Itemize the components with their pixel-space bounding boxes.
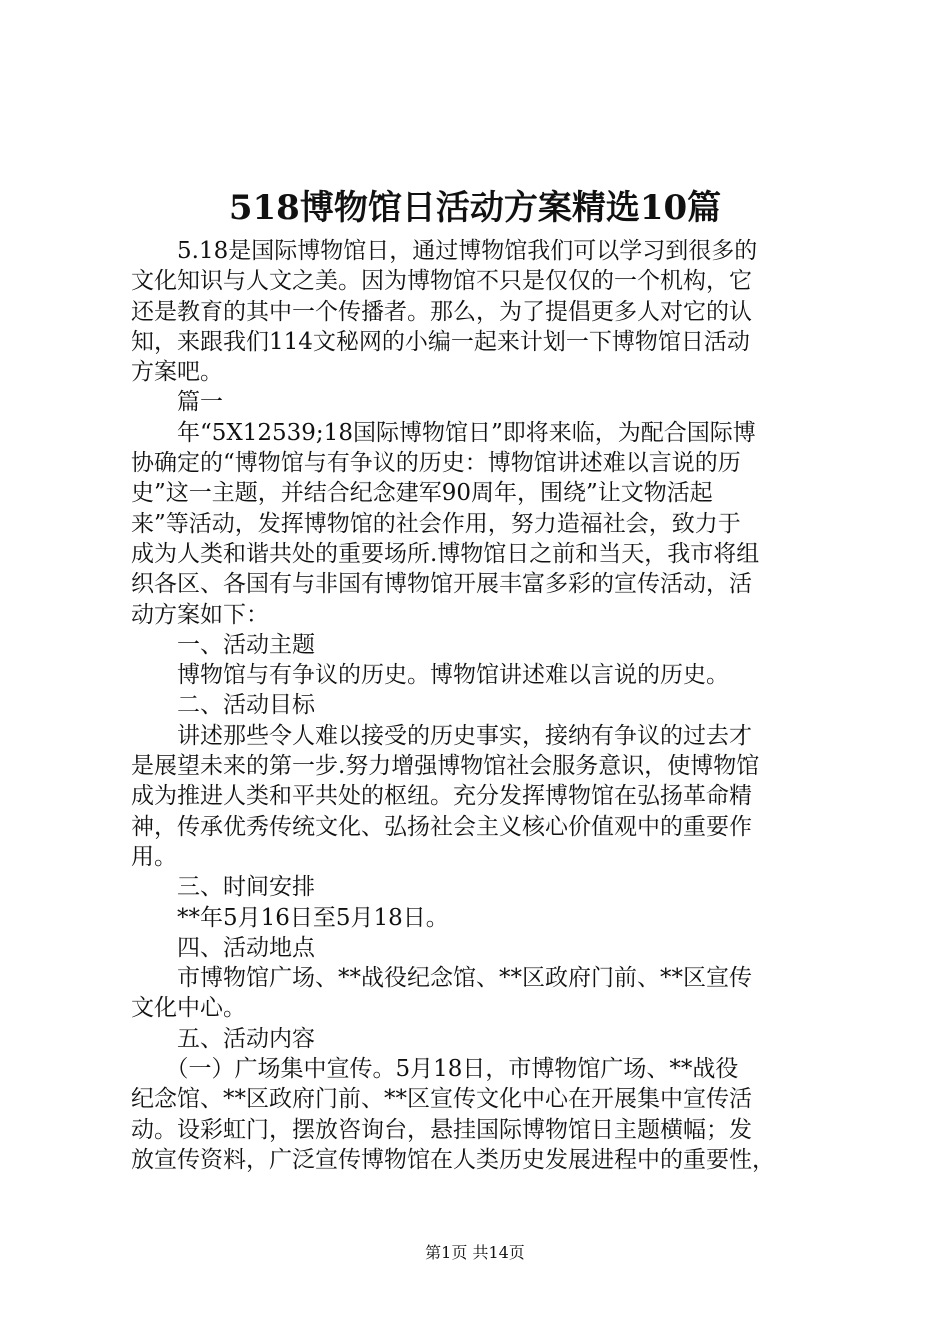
body-line: 博物馆与有争议的历史。博物馆讲述难以言说的历史。	[131, 662, 729, 689]
body-line: 文化知识与人文之美。因为博物馆不只是仅仅的一个机构，它	[131, 268, 752, 295]
body-line: 动。设彩虹门，摆放咨询台，悬挂国际博物馆日主题横幅；发	[131, 1116, 752, 1143]
body-line: 四、活动地点	[131, 934, 315, 961]
body-line: 知，来跟我们114文秘网的小编一起来计划一下博物馆日活动	[131, 328, 750, 355]
body-line: 成为推进人类和平共处的枢纽。充分发挥博物馆在弘扬革命精	[131, 783, 752, 810]
body-line: 一、活动主题	[131, 631, 315, 658]
body-line: 放宣传资料，广泛宣传博物馆在人类历史发展进程中的重要性，	[131, 1146, 775, 1173]
body-line: 史”这一主题，并结合纪念建军90周年，围绕”让文物活起	[131, 480, 713, 507]
body-line: 篇一	[131, 389, 223, 416]
body-line: 纪念馆、**区政府门前、**区宣传文化中心在开展集中宣传活	[131, 1086, 752, 1113]
body-line: 成为人类和谐共处的重要场所.博物馆日之前和当天，我市将组	[131, 540, 760, 567]
body-line: 五、活动内容	[131, 1025, 315, 1052]
body-line: 还是教育的其中一个传播者。那么，为了提倡更多人对它的认	[131, 298, 752, 325]
body-line: 讲述那些令人难以接受的历史事实，接纳有争议的过去才	[131, 722, 752, 749]
page-footer: 第1页 共14页	[425, 1243, 525, 1262]
body-line: （一）广场集中宣传。5月18日，市博物馆广场、**战役	[131, 1056, 739, 1083]
document-title: 518博物馆日活动方案精选10篇	[228, 188, 722, 228]
body-line: 年“5X12539;18国际博物馆日”即将来临，为配合国际博	[131, 419, 756, 446]
body-line: 神，传承优秀传统文化、弘扬社会主义核心价值观中的重要作	[131, 813, 752, 840]
body-line: 5.18是国际博物馆日，通过博物馆我们可以学习到很多的	[131, 238, 758, 264]
document-body	[131, 236, 831, 1175]
body-line: 市博物馆广场、**战役纪念馆、**区政府门前、**区宣传	[131, 965, 752, 992]
body-line: 协确定的“博物馆与有争议的历史：博物馆讲述难以言说的历	[131, 450, 741, 477]
body-line: **年5月16日至5月18日。	[131, 904, 449, 931]
body-line: 三、时间安排	[131, 874, 315, 901]
body-line: 用。	[131, 843, 177, 870]
body-line: 文化中心。	[131, 995, 246, 1022]
body-line: 来”等活动，发挥博物馆的社会作用，努力造福社会，致力于	[131, 510, 741, 537]
body-line: 织各区、各国有与非国有博物馆开展丰富多彩的宣传活动，活	[131, 571, 752, 598]
body-line: 是展望未来的第一步.努力增强博物馆社会服务意识，使博物馆	[131, 753, 760, 780]
body-line: 二、活动目标	[131, 692, 315, 719]
body-line: 方案吧。	[131, 359, 223, 386]
body-line: 动方案如下：	[131, 601, 269, 628]
